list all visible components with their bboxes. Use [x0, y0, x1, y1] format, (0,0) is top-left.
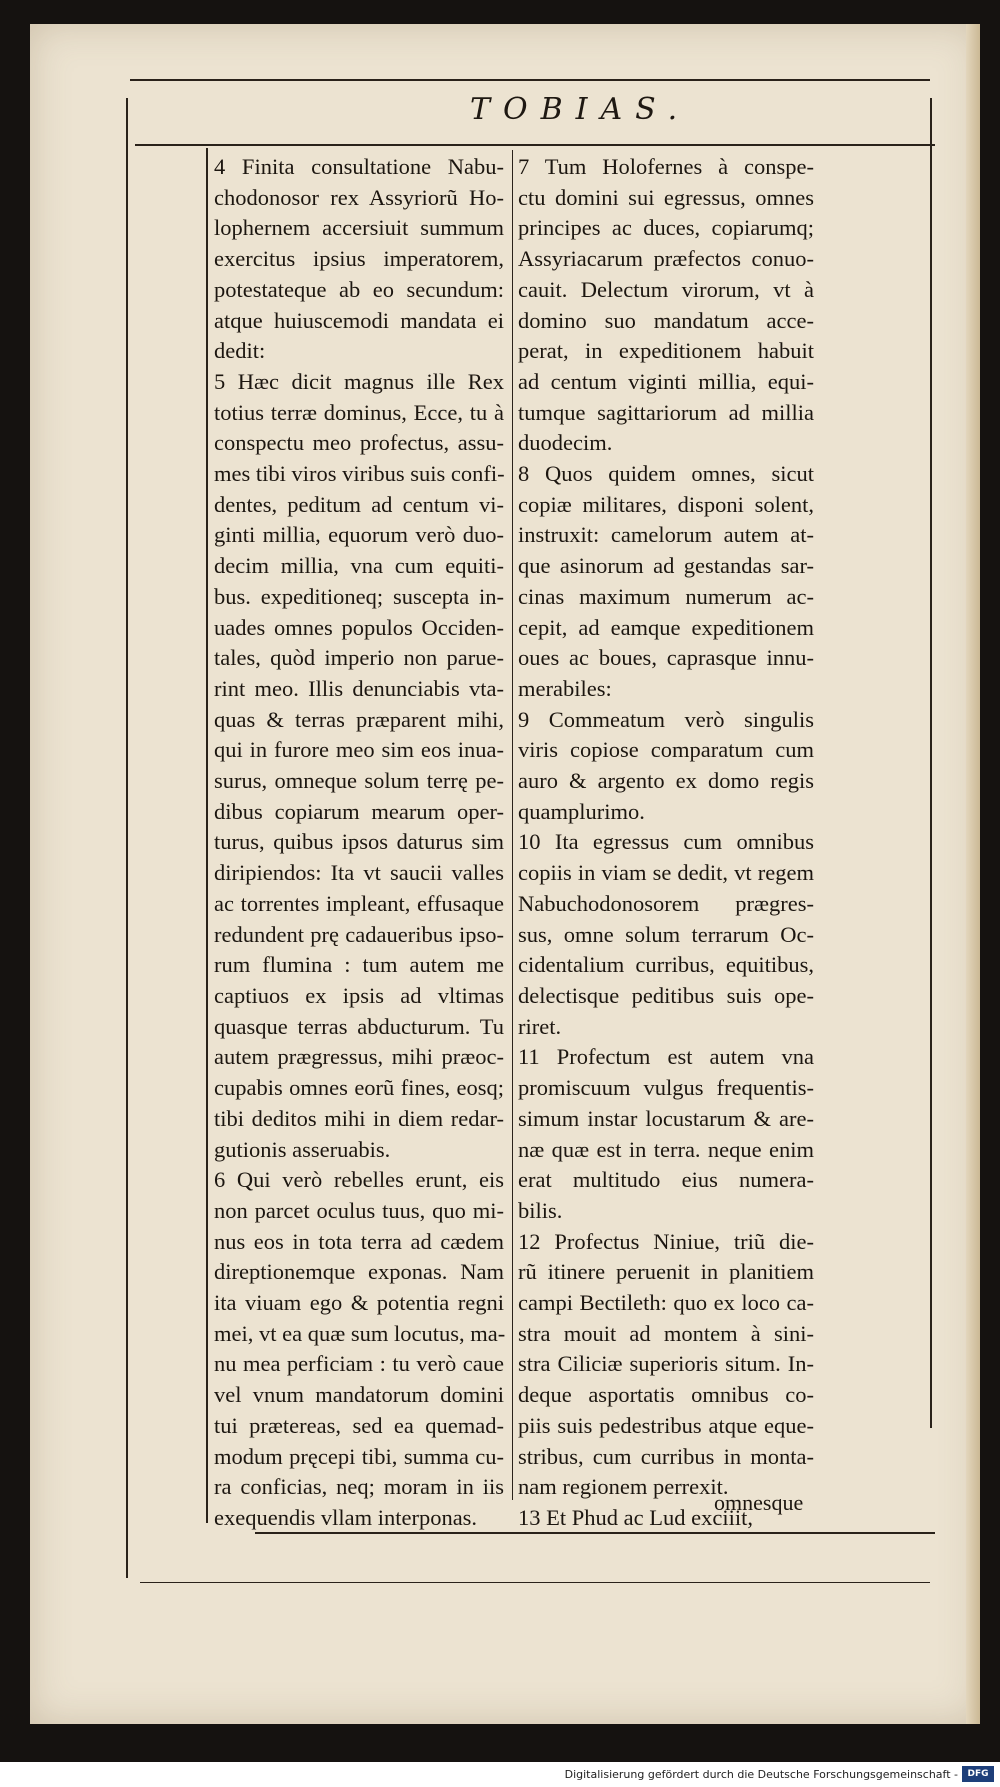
text-line: Nabuchodonosorem prægres- — [518, 890, 814, 916]
left-verse — [214, 152, 504, 367]
text-line: quamplurimo. — [518, 798, 645, 824]
right-column — [518, 152, 814, 1534]
top-rule — [130, 79, 930, 81]
text-line: simum instar locustarum & are- — [518, 1105, 814, 1131]
text-line: merabiles: — [518, 675, 612, 701]
text-line: tumque sagittariorum ad millia — [518, 399, 814, 425]
text-line: duodecim. — [518, 430, 613, 456]
text-line: 7 Tum Holofernes à conspe- — [518, 154, 814, 179]
text-line: piis suis pedestribus atque eque- — [518, 1412, 814, 1438]
text-line: nu mea perficiam : tu verò caue — [214, 1351, 504, 1377]
text-line: chodonosor rex Assyriorũ Ho- — [214, 184, 504, 210]
text-line: 6 Qui verò rebelles erunt, eis — [214, 1167, 504, 1193]
text-line: exequendis vllam interponas. — [214, 1504, 478, 1530]
left-verse — [214, 1165, 504, 1533]
text-line: dibus copiarum mearum oper- — [214, 798, 504, 824]
text-line: copiæ militares, disponi solent, — [518, 491, 814, 517]
left-margin-rule — [126, 98, 128, 1578]
text-line: 9 Commeatum verò singulis — [518, 706, 814, 732]
right-verse — [518, 1042, 814, 1226]
right-verse — [518, 1227, 814, 1503]
text-line: bus. expeditioneq; suscepta in- — [214, 583, 504, 609]
text-line: mes tibi viros viribus suis confi- — [214, 461, 505, 487]
text-line: stra Ciliciæ superioris situm. In- — [518, 1351, 814, 1377]
left-column — [214, 152, 504, 1534]
left-column-rule — [206, 148, 208, 1523]
catchword: omnesque — [714, 1490, 804, 1515]
text-line: 4 Finita consultatione Nabu- — [214, 154, 504, 179]
text-line: conspectu meo profectus, assu- — [214, 430, 504, 456]
text-line: lophernem accersiuit summum — [214, 215, 504, 241]
text-line: vel vnum mandatorum domini — [214, 1382, 504, 1408]
text-line: direptionemque exponas. Nam — [214, 1259, 504, 1285]
text-line: stribus, cum curribus in monta- — [518, 1443, 814, 1469]
text-line: captiuos ex ipsis ad vltimas — [214, 982, 504, 1008]
text-line: ad centum viginti millia, equi- — [518, 368, 814, 394]
text-line: potestateque ab eo secundum: — [214, 276, 504, 302]
text-line: qui in furore meo sim eos inua- — [214, 737, 504, 763]
text-line: mei, vt ea quæ sum locutus, ma- — [214, 1320, 506, 1346]
header-rule — [135, 144, 935, 146]
text-line: modum pręcepi tibi, summa cu- — [214, 1443, 504, 1469]
text-line: deque asportatis omnibus co- — [518, 1382, 814, 1408]
text-line: totius terræ dominus, Ecce, tu à — [214, 399, 504, 425]
book-page — [30, 24, 980, 1724]
text-line: 10 Ita egressus cum omnibus — [518, 829, 814, 855]
text-line: Assyriacarum præfectos conuo- — [518, 246, 814, 272]
text-line: 8 Quos quidem omnes, sicut — [518, 461, 814, 487]
text-line: 12 Profectus Niniue, triũ die- — [518, 1228, 814, 1254]
text-line: cupabis omnes eorũ fines, eosq; — [214, 1075, 504, 1101]
right-verse — [518, 705, 814, 828]
text-line: exercitus ipsius imperatorem, — [214, 246, 504, 272]
text-line: nam regionem perrexit. — [518, 1474, 729, 1500]
text-line: diripiendos: Ita vt saucii valles — [214, 860, 504, 886]
text-line: cauit. Delectum virorum, vt à — [518, 276, 814, 302]
text-line: gutionis asseruabis. — [214, 1136, 391, 1162]
text-line: riret. — [518, 1013, 562, 1039]
text-line: cepit, ad eamque expeditionem — [518, 614, 814, 640]
text-line: rum flumina : tum autem me — [214, 952, 504, 978]
page-edge — [966, 24, 980, 1724]
text-line: dedit: — [214, 338, 266, 364]
text-line: rint meo. Illis denunciabis vta- — [214, 675, 504, 701]
text-line: delectisque peditibus suis ope- — [518, 982, 814, 1008]
text-line: næ quæ est in terra. neque enim — [518, 1136, 814, 1162]
text-line: turus, quibus ipsos daturus sim — [214, 829, 504, 855]
text-line: 13 Et Phud ac Lud exciiit, — [518, 1504, 753, 1530]
text-line: uades omnes populos Occiden- — [214, 614, 504, 640]
text-line: instruxit: camelorum autem at- — [518, 522, 814, 548]
left-verse — [214, 367, 504, 1165]
running-head: TOBIAS. — [470, 92, 691, 127]
text-line: ginti millia, equorum verò duo- — [214, 522, 504, 548]
text-line: autem prægressus, mihi præoc- — [214, 1044, 504, 1070]
text-line: ctu domini sui egressus, omnes — [518, 184, 814, 210]
text-line: rũ itinere peruenit in planitiem — [518, 1259, 814, 1285]
footer-rule — [140, 1582, 930, 1583]
text-line: 5 Hæc dicit magnus ille Rex — [214, 368, 504, 394]
text-line: quasque terras abducturum. Tu — [214, 1013, 504, 1039]
text-line: ita viuam ego & potentia regni — [214, 1290, 504, 1316]
text-line: oues ac boues, caprasque innu- — [518, 645, 814, 671]
text-line: erat multitudo eius numera- — [518, 1167, 814, 1193]
text-line: non parcet oculus tuus, quo mi- — [214, 1197, 504, 1223]
text-line: promiscuum vulgus frequentis- — [518, 1075, 814, 1101]
dfg-logo: DFG — [962, 1766, 994, 1782]
text-line: surus, omneque solum terrę pe- — [214, 768, 504, 794]
text-line: quas & terras præparent mihi, — [214, 706, 504, 732]
text-line: ra conficias, neq; moram in iis — [214, 1474, 504, 1500]
text-line: 11 Profectum est autem vna — [518, 1044, 814, 1070]
text-line: tui prætereas, sed ea quemad- — [214, 1412, 504, 1438]
right-verse — [518, 827, 814, 1042]
text-line: campi Bectileth: quo ex loco ca- — [518, 1290, 814, 1316]
text-line: auro & argento ex domo regis — [518, 768, 814, 794]
text-line: tibi deditos mihi in diem redar- — [214, 1105, 504, 1131]
text-line: sus, omne solum terrarum Oc- — [518, 921, 814, 947]
text-line: cidentalium curribus, equitibus, — [518, 952, 814, 978]
digitization-credit: Digitalisierung gefördert durch die Deutsche Forschungsgemeinschaft - — [564, 1768, 958, 1781]
text-line: perat, in expeditionem habuit — [518, 338, 814, 364]
text-line: stra mouit ad montem à sini- — [518, 1320, 814, 1346]
text-line: viris copiose comparatum cum — [518, 737, 814, 763]
text-line: dentes, peditum ad centum vi- — [214, 491, 504, 517]
text-line: ac torrentes impleant, effusaque — [214, 890, 504, 916]
text-line: tales, quòd imperio non parue- — [214, 645, 504, 671]
column-divider — [512, 150, 513, 1500]
text-line: nus eos in tota terra ad cædem — [214, 1228, 504, 1254]
right-column-rule — [930, 98, 932, 1428]
text-line: copiis in viam se dedit, vt regem — [518, 860, 814, 886]
right-verse — [518, 152, 814, 459]
text-line: que asinorum ad gestandas sar- — [518, 553, 814, 579]
text-line: atque huiuscemodi mandata ei — [214, 307, 504, 333]
right-verse — [518, 459, 814, 705]
text-line: cinas maximum numerum ac- — [518, 583, 814, 609]
text-line: redundent prę cadaueribus ipso- — [214, 921, 504, 947]
text-line: bilis. — [518, 1197, 563, 1223]
text-line: domino suo mandatum acce- — [518, 307, 814, 333]
text-line: principes ac duces, copiarumq; — [518, 215, 814, 241]
text-line: decim millia, vna cum equiti- — [214, 553, 504, 579]
